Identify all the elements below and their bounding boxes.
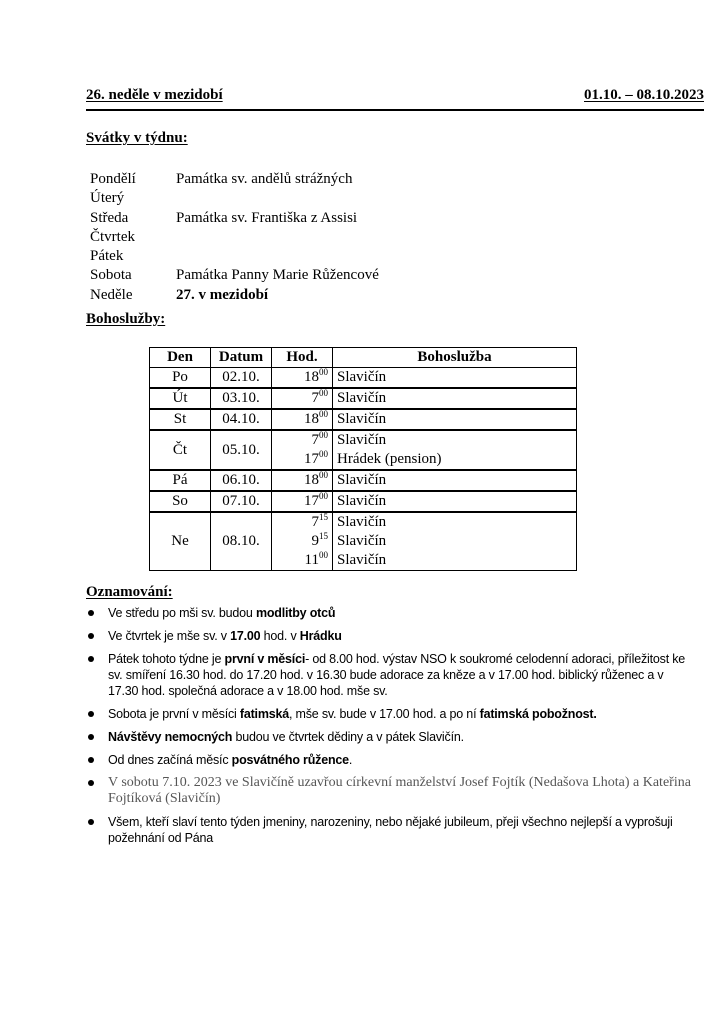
date-text: 06.10. bbox=[222, 472, 260, 488]
text: - od 8.00 hod. výstav NSO k soukromé celodenní adoraci, příležitost ke sv. smíření 16.30 hod. do 17.20 hod. v 16.30 bude adorace za kněze a v 17.00 hod. biblický růženec a v 17.30 hod. společná adorace a v 18.00 hod. mše sv. bbox=[108, 652, 686, 698]
hour-value: 17 bbox=[304, 493, 319, 509]
minute-value: 00 bbox=[319, 470, 328, 480]
hour-value: 7 bbox=[311, 390, 319, 406]
day-text: So bbox=[172, 493, 188, 509]
minute-value: 15 bbox=[319, 512, 328, 522]
bullet-icon bbox=[88, 633, 94, 639]
service-place: Slavičín bbox=[337, 411, 387, 427]
column-header: Hod. bbox=[272, 348, 333, 368]
column-header: Datum bbox=[211, 348, 272, 368]
feast-name: Památka sv. andělů strážných bbox=[176, 171, 353, 187]
date-text: 03.10. bbox=[222, 390, 260, 406]
hour-value: 7 bbox=[311, 432, 319, 448]
hour-text bbox=[276, 532, 328, 551]
feasts-title: Svátky v týdnu: bbox=[86, 130, 188, 146]
cell-day bbox=[150, 470, 211, 491]
hour-text bbox=[276, 368, 328, 387]
cell-date bbox=[211, 430, 272, 470]
table-row bbox=[150, 368, 577, 389]
date-text: 08.10. bbox=[222, 533, 260, 549]
feast-day: Sobota bbox=[90, 267, 132, 284]
text-bold: první v měsíci bbox=[224, 652, 306, 666]
cell-service bbox=[333, 512, 577, 571]
text: V sobotu 7.10. 2023 ve Slavičíně uzavřou církevní manželství Josef Fojtík (Nedašova Lhota) a Kateřina Fojtíková (Slavičín) bbox=[108, 775, 691, 806]
hour-text bbox=[276, 492, 328, 511]
bullet-icon bbox=[88, 610, 94, 616]
list-item bbox=[86, 729, 696, 745]
text-bold: fatimská pobožnost. bbox=[479, 707, 597, 721]
table-row bbox=[150, 430, 577, 470]
cell-service bbox=[333, 409, 577, 430]
bullet-icon bbox=[88, 757, 94, 763]
hour-text bbox=[276, 431, 328, 450]
table-row bbox=[150, 388, 577, 409]
cell-day bbox=[150, 512, 211, 571]
table-header-row bbox=[150, 348, 577, 368]
text: Ve čtvrtek je mše sv. v bbox=[108, 629, 231, 643]
cell-hour bbox=[272, 388, 333, 409]
bullet-icon bbox=[88, 734, 94, 740]
feast-name: 27. v mezidobí bbox=[176, 286, 269, 303]
bullet-icon bbox=[88, 819, 94, 825]
service-place: Slavičín bbox=[337, 390, 387, 406]
hour-value: 17 bbox=[304, 451, 319, 467]
bullet-icon bbox=[88, 711, 94, 717]
service-place: Slavičín bbox=[337, 493, 387, 509]
date-text: 05.10. bbox=[222, 441, 260, 458]
feast-day: Čtvrtek bbox=[90, 228, 135, 245]
header-rule bbox=[86, 109, 704, 111]
minute-value: 00 bbox=[319, 550, 328, 560]
cell-date bbox=[211, 470, 272, 491]
cell-day bbox=[150, 368, 211, 389]
header-title: 26. neděle v mezidobí bbox=[86, 87, 223, 103]
hour-value: 7 bbox=[311, 514, 319, 530]
minute-value: 00 bbox=[319, 409, 328, 419]
announcements-title: Oznamování: bbox=[86, 584, 173, 600]
text: , mše sv. bude v 17.00 hod. a po ní bbox=[289, 707, 480, 721]
feast-day: Středa bbox=[90, 209, 129, 226]
hour-text bbox=[276, 551, 328, 570]
cell-day bbox=[150, 388, 211, 409]
cell-date bbox=[211, 512, 272, 571]
text-bold: posvátného růžence bbox=[231, 753, 349, 767]
table-row bbox=[150, 512, 577, 571]
hour-value: 11 bbox=[304, 552, 319, 568]
hour-text bbox=[276, 450, 328, 469]
bullet-icon bbox=[88, 780, 94, 786]
day-text: Pá bbox=[172, 472, 188, 488]
minute-value: 00 bbox=[319, 449, 328, 459]
cell-date bbox=[211, 388, 272, 409]
feast-name: Památka sv. Františka z Assisi bbox=[176, 209, 358, 226]
hour-value: 18 bbox=[304, 472, 319, 488]
cell-service bbox=[333, 368, 577, 389]
cell-hour bbox=[272, 512, 333, 571]
list-item bbox=[86, 775, 696, 807]
hour-text bbox=[276, 410, 328, 429]
text-bold: Hrádku bbox=[299, 629, 342, 643]
cell-service bbox=[333, 388, 577, 409]
feast-day: Neděle bbox=[90, 286, 133, 303]
services-table bbox=[149, 347, 577, 571]
date-text: 02.10. bbox=[222, 369, 260, 385]
service-place: Slavičín bbox=[337, 472, 387, 488]
list-item bbox=[86, 605, 696, 621]
hour-value: 9 bbox=[311, 533, 319, 549]
service-place: Slavičín bbox=[337, 514, 387, 530]
hour-text bbox=[276, 513, 328, 532]
cell-service bbox=[333, 470, 577, 491]
cell-hour bbox=[272, 430, 333, 470]
cell-service bbox=[333, 430, 577, 470]
cell-hour bbox=[272, 368, 333, 389]
date-text: 04.10. bbox=[222, 411, 260, 427]
day-text: St bbox=[173, 411, 187, 427]
cell-date bbox=[211, 491, 272, 512]
list-item bbox=[86, 752, 696, 768]
column-header: Bohoslužba bbox=[333, 348, 577, 368]
list-item bbox=[86, 814, 696, 846]
text: . bbox=[348, 753, 353, 767]
table-row bbox=[150, 409, 577, 430]
day-text: Čt bbox=[172, 441, 188, 458]
text-bold: 17.00 bbox=[230, 629, 261, 643]
header-dates: 01.10. – 08.10.2023 bbox=[584, 87, 704, 103]
hour-text bbox=[276, 471, 328, 490]
day-text: Út bbox=[172, 390, 188, 406]
date-text: 07.10. bbox=[222, 493, 260, 509]
column-header: Den bbox=[150, 348, 211, 368]
list-item bbox=[86, 706, 696, 722]
text: Od dnes začíná měsíc bbox=[108, 753, 232, 767]
text: budou ve čtvrtek dědiny a v pátek Slavičín. bbox=[232, 730, 464, 744]
services-title: Bohoslužby: bbox=[86, 311, 166, 327]
minute-value: 00 bbox=[319, 388, 328, 398]
cell-date bbox=[211, 409, 272, 430]
day-text: Po bbox=[172, 369, 188, 385]
cell-day bbox=[150, 430, 211, 470]
feast-day: Úterý bbox=[90, 190, 125, 207]
list-item bbox=[86, 628, 696, 644]
minute-value: 15 bbox=[319, 531, 328, 541]
text: Pátek tohoto týdne je bbox=[108, 652, 225, 666]
text: Ve středu po mši sv. budou bbox=[108, 606, 256, 620]
table-row bbox=[150, 491, 577, 512]
cell-hour bbox=[272, 409, 333, 430]
service-place: Slavičín bbox=[337, 533, 387, 549]
service-place: Hrádek (pension) bbox=[337, 451, 442, 467]
cell-date bbox=[211, 368, 272, 389]
feast-day: Pondělí bbox=[90, 171, 136, 187]
service-place: Slavičín bbox=[337, 432, 387, 448]
table-row bbox=[150, 470, 577, 491]
cell-day bbox=[150, 491, 211, 512]
text-bold: fatimská bbox=[239, 707, 289, 721]
header bbox=[86, 87, 704, 104]
cell-service bbox=[333, 491, 577, 512]
text: Všem, kteří slaví tento týden jmeniny, narozeniny, nebo nějaké jubileum, přeji všechno nejlepší a vyprošuji požehnání od Pána bbox=[108, 815, 673, 845]
cell-day bbox=[150, 409, 211, 430]
hour-text bbox=[276, 389, 328, 408]
cell-hour bbox=[272, 491, 333, 512]
minute-value: 00 bbox=[319, 491, 328, 501]
service-place: Slavičín bbox=[337, 369, 387, 385]
services-body bbox=[150, 368, 577, 571]
bullet-icon bbox=[88, 656, 94, 662]
hour-value: 18 bbox=[304, 369, 319, 385]
text-bold: modlitby otců bbox=[255, 606, 336, 620]
minute-value: 00 bbox=[319, 367, 328, 377]
feast-day: Pátek bbox=[90, 248, 124, 265]
minute-value: 00 bbox=[319, 430, 328, 440]
list-item bbox=[86, 651, 696, 699]
hour-value: 18 bbox=[304, 411, 319, 427]
text-bold: Návštěvy nemocných bbox=[108, 730, 233, 744]
cell-hour bbox=[272, 470, 333, 491]
feast-name: Památka Panny Marie Růžencové bbox=[176, 267, 379, 284]
service-place: Slavičín bbox=[337, 552, 387, 568]
text: hod. v bbox=[260, 629, 300, 643]
day-text: Ne bbox=[171, 533, 189, 549]
text: Sobota je první v měsíci bbox=[108, 707, 240, 721]
announcements-list bbox=[86, 605, 696, 853]
